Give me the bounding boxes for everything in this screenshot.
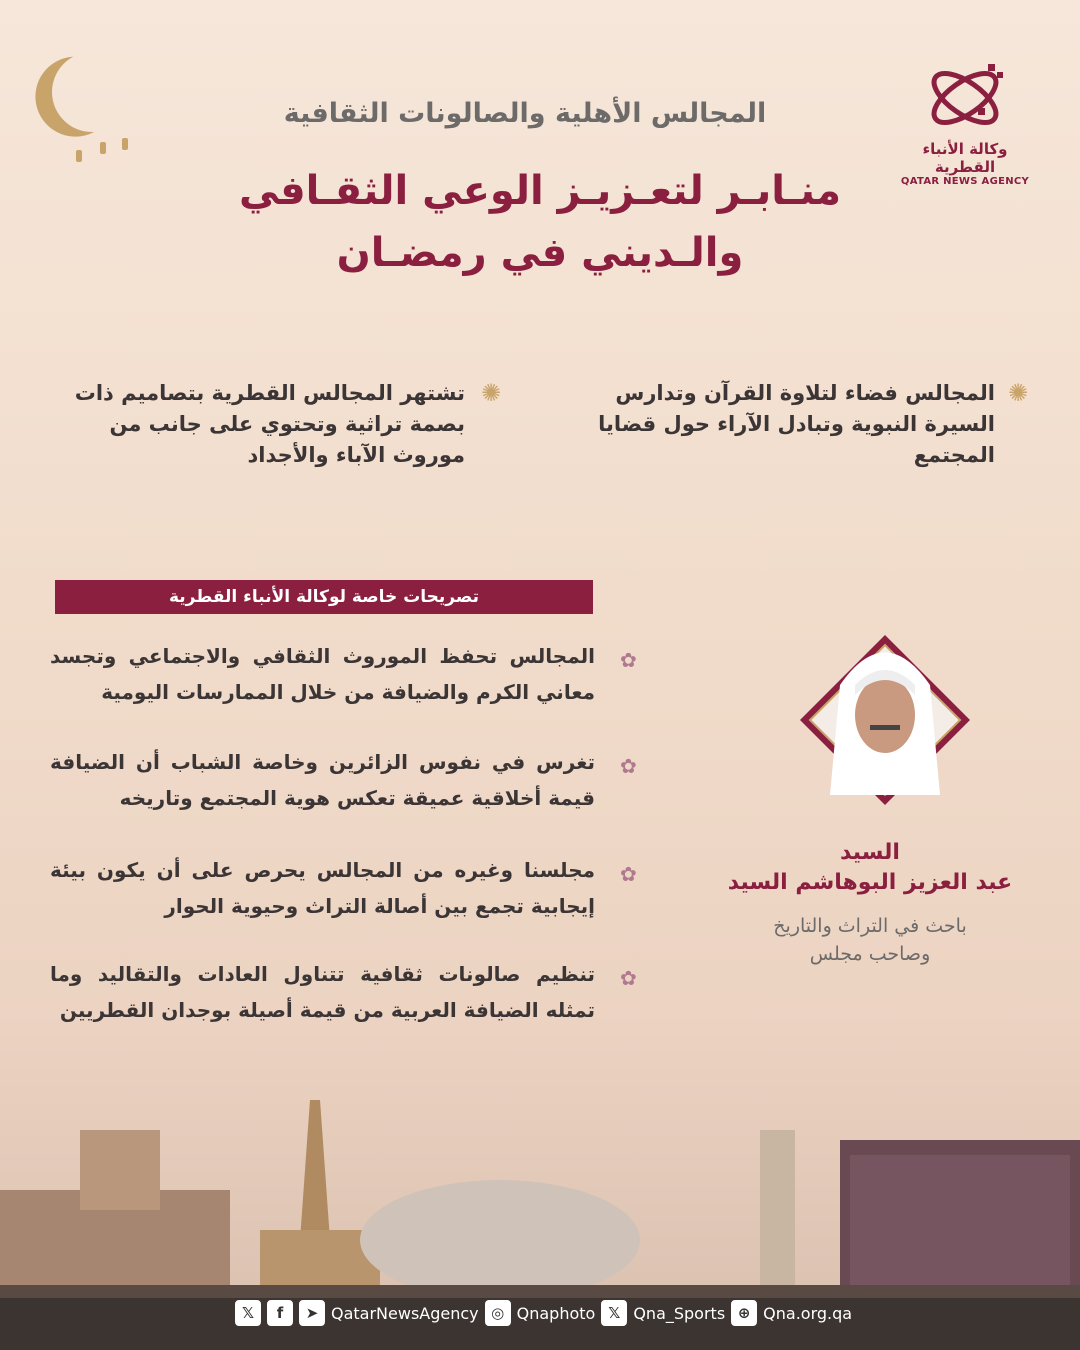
telegram-icon[interactable]: ➤: [299, 1300, 325, 1326]
speaker-role-line-2: وصاحب مجلس: [809, 943, 931, 965]
statement-3: مجلسنا وغيره من المجالس يحرص على أن يكون بيئة إيجابية تجمع بين أصالة التراث وحيوية الحوار: [50, 858, 595, 918]
globe-icon[interactable]: ⊕: [731, 1300, 757, 1326]
qna-emblem-icon: [920, 56, 1010, 136]
website-link[interactable]: Qna.org.qa: [763, 1303, 853, 1323]
crescent-moon-icon: [41, 41, 144, 144]
x-icon[interactable]: 𝕏: [235, 1300, 261, 1326]
social-links: [235, 1296, 852, 1330]
speaker-portrait: [800, 625, 970, 815]
speaker-name: [720, 838, 1020, 898]
statement-2: تغرس في نفوس الزائرين وخاصة الشباب أن الضيافة قيمة أخلاقية عميقة تعكس هوية المجتمع وتاريخه: [50, 750, 595, 810]
sports-link[interactable]: Qna_Sports: [633, 1303, 726, 1323]
qna-logo: [890, 56, 1040, 187]
logo-english: QATAR NEWS AGENCY: [900, 176, 1030, 187]
bullet-icon: ✿: [620, 648, 637, 672]
x-icon[interactable]: 𝕏: [601, 1300, 627, 1326]
instagram-icon[interactable]: ◎: [485, 1300, 511, 1326]
handle-link[interactable]: QatarNewsAgency: [331, 1303, 479, 1323]
photo-link[interactable]: Qnaphoto: [516, 1303, 596, 1323]
highlight-1: المجالس فضاء لتلاوة القرآن وتدارس السيرة النبوية وتبادل الآراء حول قضايا المجتمع: [598, 381, 995, 467]
lantern-icon: [122, 138, 128, 150]
facebook-icon[interactable]: f: [267, 1300, 293, 1326]
lantern-icon: [76, 150, 82, 162]
highlight-2: تشتهر المجالس القطرية بتصاميم ذات بصمة تراثية وتحتوي على جانب من موروث الآباء والأجداد: [74, 381, 465, 467]
bullet-icon: ✿: [620, 862, 637, 886]
title-line-1: منـابـر لتعـزيـز الوعي الثقـافي: [239, 168, 841, 214]
lantern-icon: [100, 142, 106, 154]
page-title: [200, 160, 880, 284]
statement-4: تنظيم صالونات ثقافية تتناول العادات والتقاليد وما تمثله الضيافة العربية من قيمة أصيلة بوجدان القطريين: [50, 962, 595, 1022]
statements-banner: تصريحات خاصة لوكالة الأنباء القطرية: [55, 580, 593, 614]
ornament-icon: ✺: [1007, 379, 1029, 407]
speaker-honorific: السيد: [840, 840, 900, 865]
bullet-icon: ✿: [620, 966, 637, 990]
logo-arabic: وكالة الأنباء القطرية: [922, 140, 1008, 176]
bullet-icon: ✿: [620, 754, 637, 778]
statement-1: المجالس تحفظ الموروث الثقافي والاجتماعي وتجسد معاني الكرم والضيافة من خلال الممارسات اليومية: [50, 644, 595, 704]
title-line-2: والـديني في رمضـان: [336, 230, 744, 276]
speaker-full-name: عبد العزيز البوهاشم السيد: [727, 870, 1013, 895]
ornament-icon: ✺: [480, 379, 502, 407]
speaker-role-line-1: باحث في التراث والتاريخ: [773, 915, 967, 937]
doha-skyline-illustration: [0, 1060, 1080, 1300]
speaker-role: [720, 912, 1020, 968]
subtitle: المجالس الأهلية والصالونات الثقافية: [283, 98, 767, 129]
